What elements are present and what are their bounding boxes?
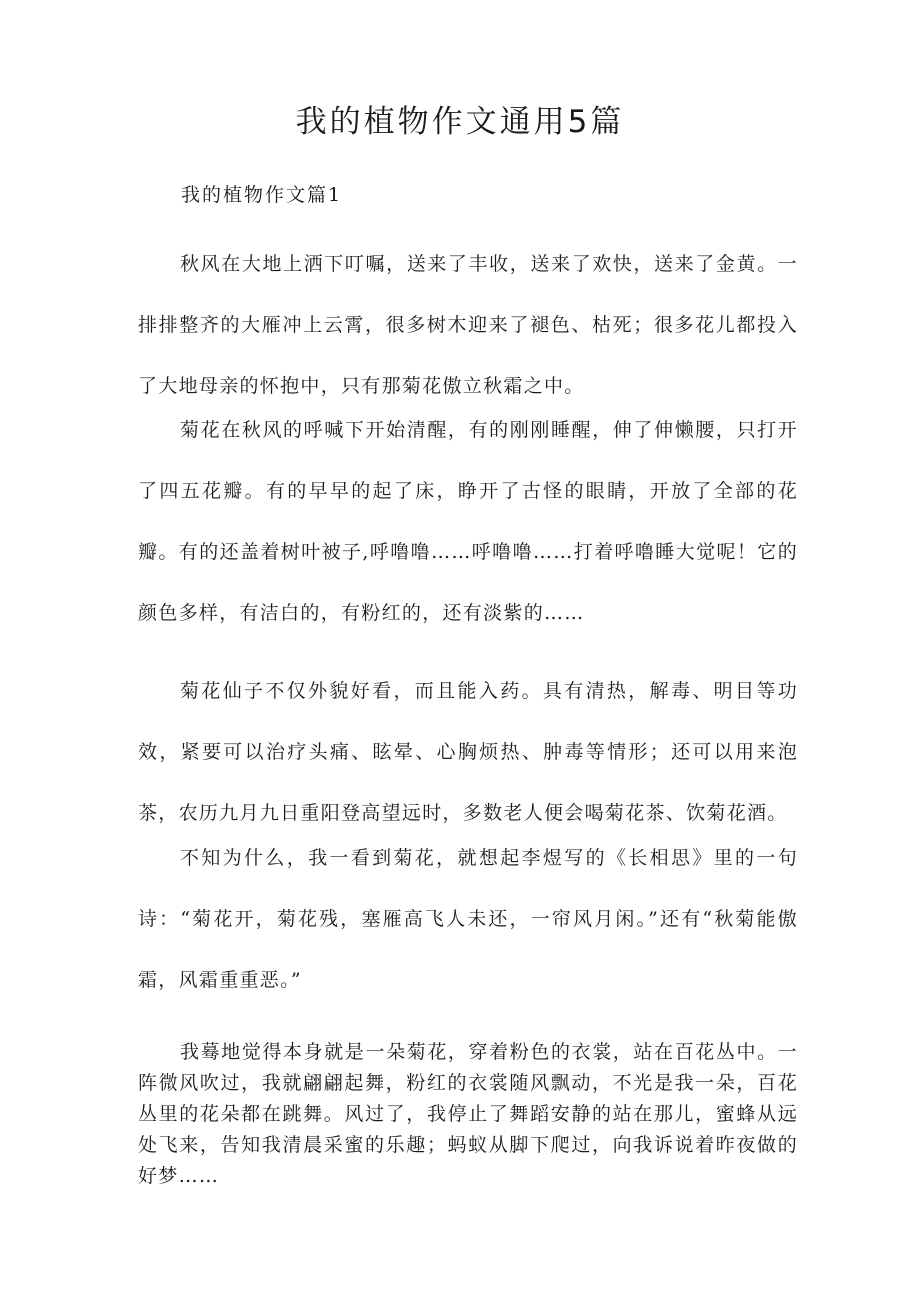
paragraph-3: 菊花仙子不仅外貌好看，而且能入药。具有清热，解毒、明目等功效，紧要可以治疗头痛、眩晕、心胸烦热、肿毒等情形；还可以用来泡茶，农历九月九日重阳登高望远时，多数老人便会喝菊花茶、饮菊花酒。 — [138, 680, 798, 824]
page-title: 我的植物作文通用5篇 — [295, 104, 625, 140]
section-heading: 我的植物作文篇1 — [181, 184, 343, 206]
paragraph-4: 不知为什么，我一看到菊花，就想起李煜写的《长相思》里的一句诗：“菊花开，菊花残，塞雁高飞人未还，一帘风月闲。”还有“秋菊能傲霜，风霜重重恶。” — [138, 847, 798, 991]
paragraph-1: 秋风在大地上洒下叮嘱，送来了丰收，送来了欢快，送来了金黄。一排排整齐的大雁冲上云霄，很多树木迎来了褪色、枯死；很多花儿都投入了大地母亲的怀抱中，只有那菊花傲立秋霜之中。 — [138, 253, 798, 397]
paragraph-2: 菊花在秋风的呼喊下开始清醒，有的刚刚睡醒，伸了伸懒腰，只打开了四五花瓣。有的早早的起了床，睁开了古怪的眼睛，开放了全部的花瓣。有的还盖着树叶被子,呼噜噜……呼噜噜……打着呼噜睡大觉呢！它的颜色多样，有洁白的，有粉红的，还有淡紫的…… — [138, 419, 798, 624]
paragraph-5: 我蓦地觉得本身就是一朵菊花，穿着粉色的衣裳，站在百花丛中。一阵微风吹过，我就翩翩起舞，粉红的衣裳随风飘动，不光是我一朵，百花丛里的花朵都在跳舞。风过了，我停止了舞蹈安静的站在那儿，蜜蜂从远处飞来，告知我清晨采蜜的乐趣；蚂蚁从脚下爬过，向我诉说着昨夜做的好梦…… — [138, 1041, 798, 1187]
